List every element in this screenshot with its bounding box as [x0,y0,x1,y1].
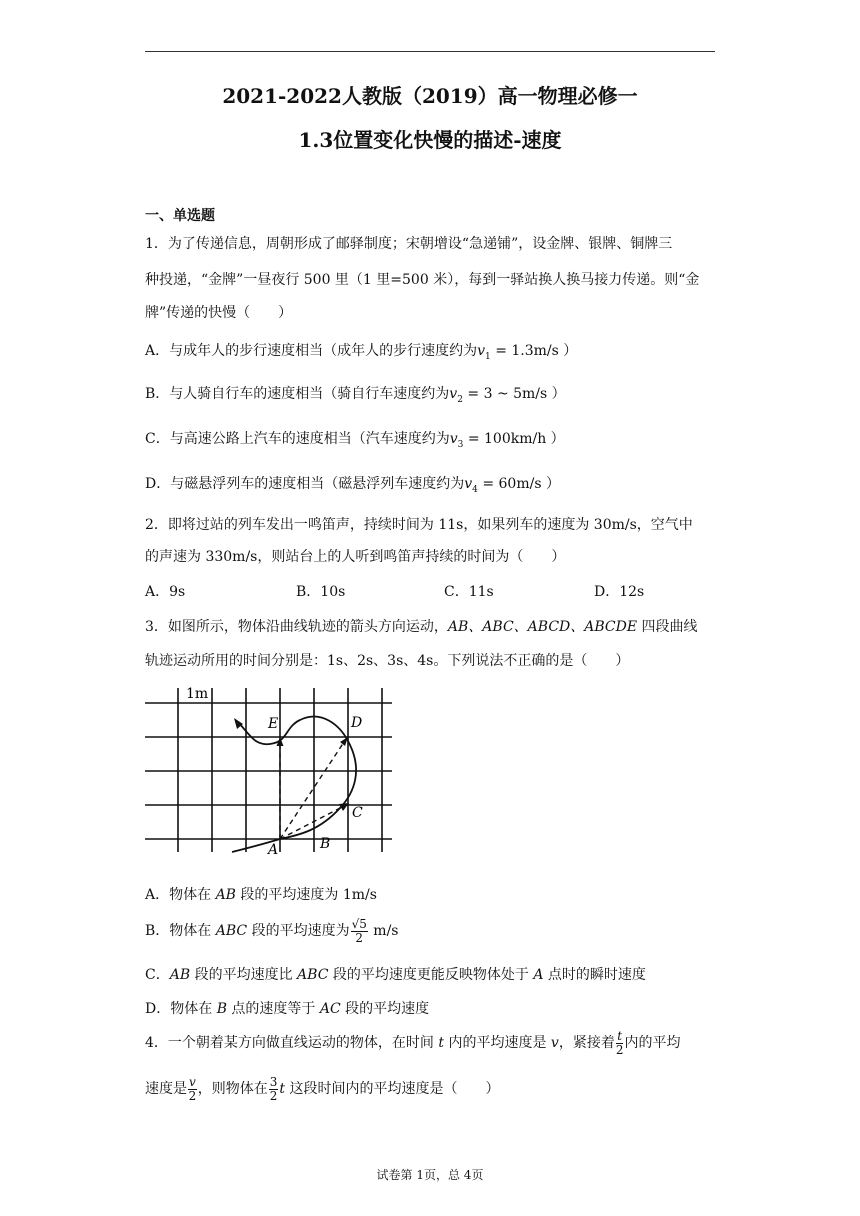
point-b-label: B [320,836,331,852]
q3-option-d-mid: 点的速度等于 [226,1001,320,1017]
q1-line2: 种投递，“金牌”一昼夜行 500 里（1 里=500 米），每到一驿站换人换马接力传递。则“金 [145,272,700,288]
q3-option-d[interactable] [145,998,429,1018]
displacement-vectors [280,739,346,839]
q3-option-a[interactable] [145,884,377,904]
q3-option-b-mid: 段的平均速度为 [247,923,350,940]
q3-option-a-seg: AB [215,887,236,903]
page-subtitle: 1.3位置变化快慢的描述-速度 [298,128,562,152]
point-e-label: E [268,716,279,732]
q1-option-a-text: A．与成年人的步行速度相当（成年人的步行速度约为 [145,343,478,359]
q1-option-d-text: D．与磁悬浮列车的速度相当（磁悬浮列车速度约为 [145,476,465,492]
point-c-label: C [352,805,363,821]
q1-option-a[interactable]: A．与成年人的步行速度相当（成年人的步行速度约为$v_1 = 1.3m/s$ ） [145,343,578,362]
q1-option-d[interactable]: D．与磁悬浮列车的速度相当（磁悬浮列车速度约为$v_4 = 60m/s$ ） [145,476,560,495]
q3-line1-text: 3．如图所示，物体沿曲线轨迹的箭头方向运动， [145,619,448,635]
q3-option-c-label: C． [145,967,170,983]
three-over-2: $\frac{3}{2}$ [269,1075,278,1103]
q3-line1 [145,616,698,636]
grid [145,688,392,852]
q3-option-c-mid: 段的平均速度比 [190,967,298,983]
page-footer: 试卷第 1页，总 4页 [376,1168,484,1182]
section-title: 一、单选题 [145,208,215,224]
q3-segments: AB、ABC、ABCD、ABCDE [447,619,638,635]
q3-option-c-mid2: 段的平均速度更能反映物体处于 [328,967,534,983]
q2-option-a[interactable]: A．9s [145,584,186,600]
q4-line1: 4．一个朝着某方向做直线运动的物体，在时间 t 内的平均速度是 v，紧接着 $\frac{t}{2}$ 内的平均 [145,1029,681,1057]
q3-option-c[interactable] [145,964,646,984]
sqrt5-over-2: $\frac{√5}{2}$ [351,917,367,945]
q2-option-d[interactable]: D．12s [594,584,645,600]
q3-option-c-seg2: ABC [297,967,329,983]
header-rule [145,51,715,52]
q1-option-c[interactable]: C．与高速公路上汽车的速度相当（汽车速度约为$v_3 = 100km/h$ ） [145,431,565,450]
q3-option-a-tail: 段的平均速度为 1m/s [235,887,377,903]
q3-trajectory-figure [140,680,400,860]
q3-line1-tail: 四段曲线 [637,619,698,635]
q3-option-b-text: B．物体在 [145,923,216,940]
q2-option-b[interactable]: B．10s [296,584,346,600]
q1-line3: 牌”传递的快慢（ ） [145,305,293,321]
q1-option-a-value: = 1.3m/s ） [490,343,578,359]
q3-line2: 轨迹运动所用的时间分别是：1s、2s、3s、4s。下列说法不正确的是（ ） [145,653,630,669]
q1-line1: 1．为了传递信息，周朝形成了邮驿制度；宋朝增设“急递铺”，设金牌、银牌、铜牌三 [145,236,673,252]
q3-option-c-point: A [533,967,544,983]
q1-option-b[interactable]: B．与人骑自行车的速度相当（骑自行车速度约为$v_2 = 3$ ~ 5m/s ） [145,386,566,405]
q1-option-c-text: C．与高速公路上汽车的速度相当（汽车速度约为 [145,431,450,447]
q1-option-c-value: = 100km/h ） [463,431,565,447]
arrowheads [277,737,350,811]
q1-option-b-text: B．与人骑自行车的速度相当（骑自行车速度约为 [145,386,450,402]
q3-option-d-point: B [216,1001,227,1017]
q2-line2: 的声速为 330m/s，则站台上的人听到鸣笛声持续的时间为（ ） [145,549,566,565]
q4-line2: 速度是 $\frac{v}{2}$ ，则物体在 $\frac{3}{2}$ t 这段时间内的平均速度是（ ） [145,1075,500,1103]
point-a-label: A [268,842,279,858]
q3-option-b-unit: m/s [368,923,399,940]
q3-option-d-text: D．物体在 [145,1001,217,1017]
q1-option-b-value: = 3 ~ 5m/s ） [462,386,566,402]
t-over-2: $\frac{t}{2}$ [615,1029,624,1057]
q3-option-d-seg: AC [319,1001,341,1017]
point-d-label: D [351,715,363,731]
q2-option-c[interactable]: C．11s [444,584,494,600]
v-over-2: $\frac{v}{2}$ [188,1075,197,1103]
q3-option-b-seg: ABC [215,923,248,940]
q3-option-d-tail: 段的平均速度 [340,1001,430,1017]
q3-option-c-tail: 点时的瞬时速度 [543,967,646,983]
q1-option-d-value: = 60m/s ） [477,476,560,492]
q2-line1: 2．即将过站的列车发出一鸣笛声，持续时间为 11s，如果列车的速度为 30m/s，空气中 [145,517,693,533]
q3-option-c-seg1: AB [169,967,191,983]
q3-option-a-text: A．物体在 [145,887,216,903]
page-title: 2021-2022人教版（2019）高一物理必修一 [222,84,638,108]
q3-option-b[interactable] [145,918,399,944]
scale-label: 1m [186,686,209,702]
